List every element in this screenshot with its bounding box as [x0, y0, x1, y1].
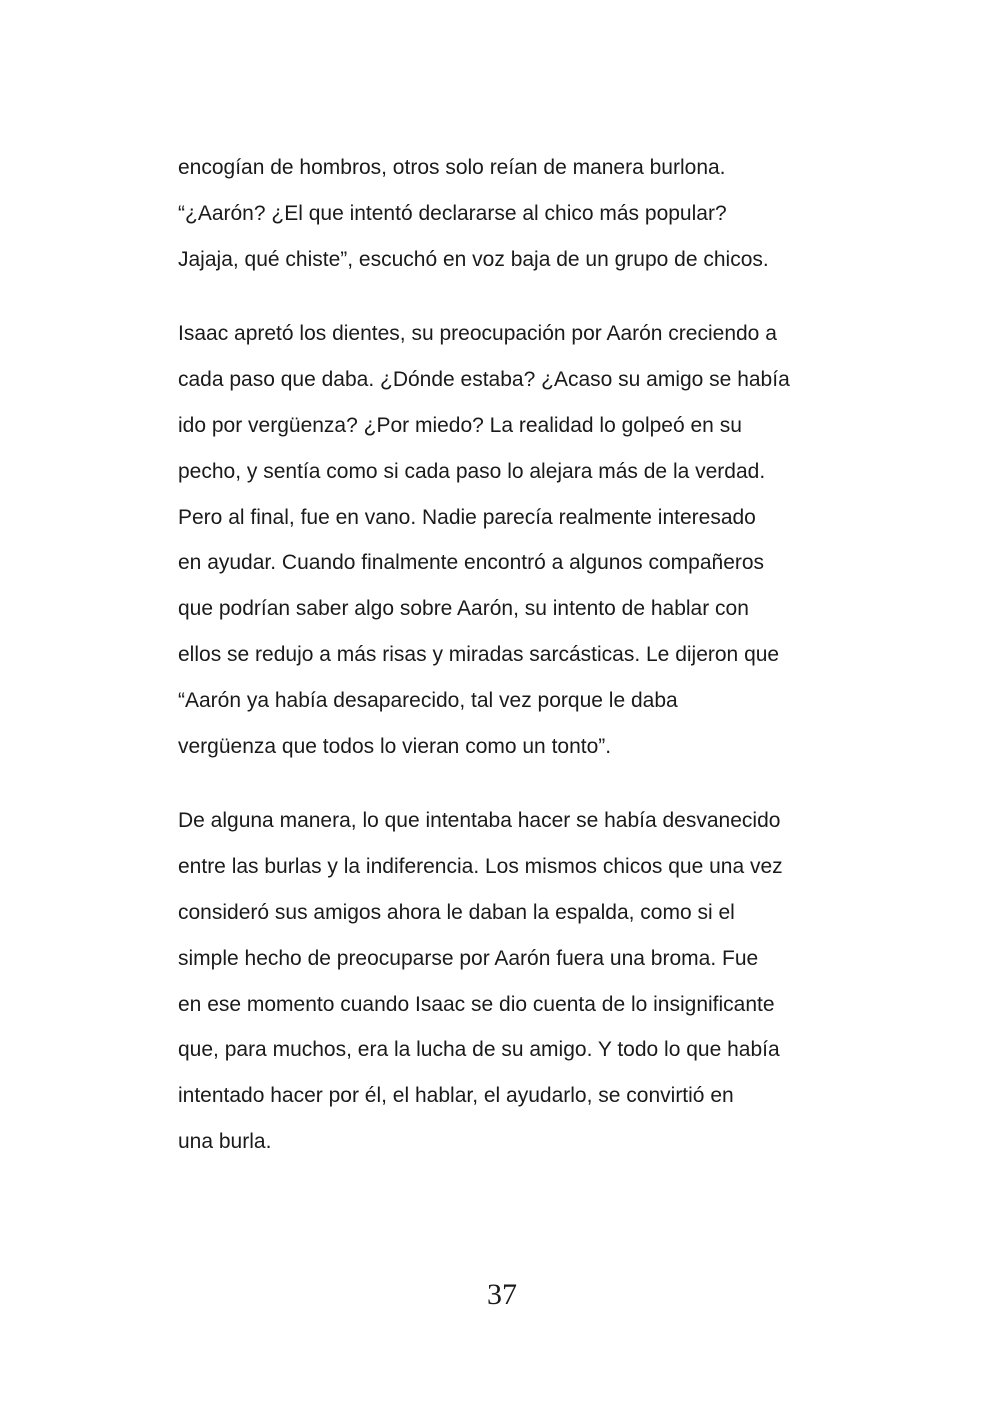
text-line: encogían de hombros, otros solo reían de manera burlona. [178, 156, 726, 179]
text-line: vergüenza que todos lo vieran como un tonto”. [178, 734, 612, 758]
text-line: en ese momento cuando Isaac se dio cuenta de lo insignificante [178, 992, 775, 1016]
text-line: simple hecho de preocuparse por Aarón fuera una broma. Fue [178, 946, 759, 970]
text-line: Jajaja, qué chiste”, escuchó en voz baja de un grupo de chicos. [178, 247, 769, 271]
text-line: ellos se redujo a más risas y miradas sarcásticas. Le dijeron que [178, 642, 780, 666]
text-line: ido por vergüenza? ¿Por miedo? La realidad lo golpeó en su [178, 413, 742, 437]
text-line: cada paso que daba. ¿Dónde estaba? ¿Acaso su amigo se había [178, 368, 790, 392]
text-line: entre las burlas y la indiferencia. Los mismos chicos que una vez [178, 855, 783, 879]
text-line: que, para muchos, era la lucha de su amigo. Y todo lo que había [178, 1038, 780, 1062]
text-line: De alguna manera, lo que intentaba hacer se había desvanecido [178, 809, 781, 833]
paragraph-1 [178, 145, 838, 282]
text-line: en ayudar. Cuando finalmente encontró a algunos compañeros [178, 551, 765, 575]
page-number: 37 [487, 1278, 517, 1311]
text-line: “¿Aarón? ¿El que intentó declararse al chico más popular? [178, 201, 727, 225]
text-line: intentado hacer por él, el hablar, el ayudarlo, se convirtió en [178, 1084, 734, 1108]
text-line: Pero al final, fue en vano. Nadie parecía realmente interesado [178, 505, 756, 529]
paragraph-spacer [178, 769, 838, 798]
text-line: Isaac apretó los dientes, su preocupación por Aarón creciendo a [178, 322, 777, 346]
text-line: que podrían saber algo sobre Aarón, su intento de hablar con [178, 597, 749, 621]
paragraph-3 [178, 798, 838, 1164]
body-text [178, 145, 838, 1165]
paragraph-2 [178, 311, 838, 769]
paragraph-spacer [178, 282, 838, 311]
text-line: “Aarón ya había desaparecido, tal vez porque le daba [178, 688, 678, 712]
text-line: pecho, y sentía como si cada paso lo alejara más de la verdad. [178, 459, 766, 483]
text-line: una burla. [178, 1129, 272, 1153]
text-line: consideró sus amigos ahora le daban la espalda, como si el [178, 900, 735, 924]
